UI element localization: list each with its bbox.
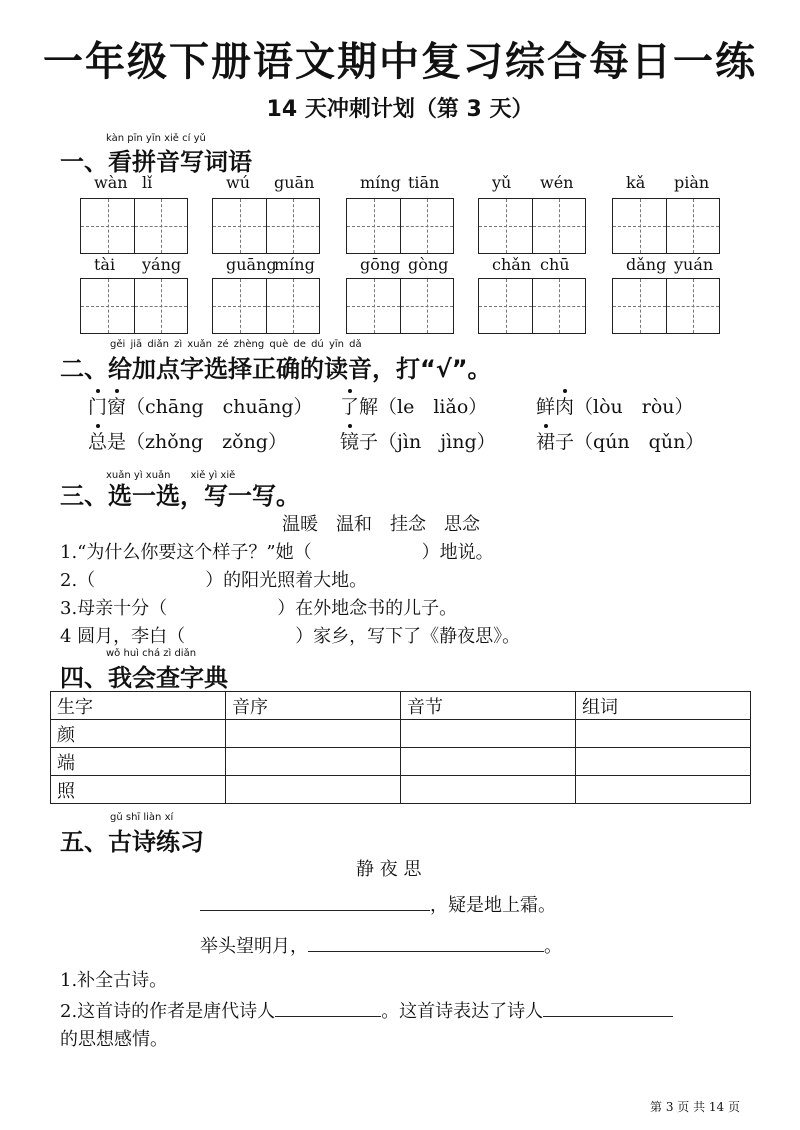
word-char-dotted: 窗 <box>107 392 126 419</box>
column-header: 生字 <box>51 692 226 720</box>
question-text: 4 圆月，李白（ <box>60 626 186 647</box>
answer-blank[interactable] <box>308 933 544 952</box>
section4-pinyin: wǒ huì chá zì diǎn <box>106 648 197 659</box>
writing-cell[interactable] <box>134 279 187 333</box>
writing-cell[interactable] <box>213 279 266 333</box>
writing-cell[interactable] <box>266 279 319 333</box>
answer-cell[interactable] <box>576 776 751 804</box>
question-text: ）在外地念书的儿子。 <box>277 598 458 619</box>
question-text: 3.母亲十分（ <box>60 598 168 619</box>
poem-text: ，疑是地上霜。 <box>430 895 556 916</box>
writing-cell[interactable] <box>666 199 719 253</box>
table-row <box>51 748 751 776</box>
writing-cell[interactable] <box>400 199 453 253</box>
table-row <box>51 776 751 804</box>
dictionary-table <box>50 691 751 804</box>
question-3-4 <box>60 622 520 648</box>
question-text: 2.（ <box>60 570 96 591</box>
pinyin-syllable: tiān <box>408 173 440 192</box>
answer-cell[interactable] <box>226 720 401 748</box>
pinyin-syllable: yǔ <box>492 173 512 192</box>
character-cell: 照 <box>51 776 226 804</box>
pinyin-syllable: chǎn <box>492 255 532 274</box>
pinyin-options: （le liǎo） <box>378 396 488 418</box>
section3-pinyin: xuǎn yì xuǎn xiě yì xiě <box>106 470 236 481</box>
word-char: 子 <box>359 431 379 453</box>
writing-cell[interactable] <box>532 199 585 253</box>
answer-cell[interactable] <box>576 720 751 748</box>
writing-cell[interactable] <box>613 279 666 333</box>
pinyin-syllable: wàn <box>94 173 128 192</box>
pinyin-syllable: míng <box>274 255 315 274</box>
word-char: 是 <box>107 431 127 453</box>
answer-cell[interactable] <box>226 776 401 804</box>
pinyin-options: （zhǒng zǒng） <box>126 431 287 453</box>
word-item-qunzi <box>536 427 704 454</box>
writing-cell[interactable] <box>479 279 532 333</box>
writing-cell[interactable] <box>347 279 400 333</box>
question-3-3 <box>60 594 457 620</box>
pinyin-syllable: míng <box>360 173 401 192</box>
answer-blank[interactable] <box>200 892 430 911</box>
pinyin-options: （jìn jìng） <box>378 431 496 453</box>
pinyin-syllable: kǎ <box>626 173 646 192</box>
writing-cell[interactable] <box>400 279 453 333</box>
section4-title: 四、我会查字典 <box>60 664 228 692</box>
column-header: 音序 <box>226 692 401 720</box>
writing-cell[interactable] <box>266 199 319 253</box>
answer-blank[interactable] <box>543 998 673 1017</box>
writing-cell[interactable] <box>213 199 266 253</box>
word-item-menchuang <box>88 392 312 419</box>
pinyin-options: （qún qǔn） <box>574 431 705 453</box>
writing-grid <box>80 198 188 254</box>
pinyin-syllable: wú <box>226 173 250 192</box>
writing-grid <box>478 278 586 334</box>
writing-cell[interactable] <box>81 199 134 253</box>
question-text: 1.“为什么你要这个样子？”她（ <box>60 542 312 563</box>
section1-pinyin: kàn pīn yīn xiě cí yǔ <box>106 133 206 144</box>
word-item-jingzi <box>340 427 496 454</box>
question-text: ）的阳光照着大地。 <box>205 570 368 591</box>
writing-grid <box>612 278 720 334</box>
word-char: 鲜 <box>536 396 556 418</box>
writing-grid <box>212 198 320 254</box>
page-title: 一年级下册语文期中复习综合每日一练 <box>43 39 757 85</box>
writing-cell[interactable] <box>479 199 532 253</box>
writing-grid <box>80 278 188 334</box>
writing-grid <box>346 198 454 254</box>
writing-cell[interactable] <box>81 279 134 333</box>
page-subtitle: 14 天冲刺计划（第 3 天） <box>266 97 534 122</box>
question-5-1: 1.补全古诗。 <box>60 970 168 991</box>
answer-cell[interactable] <box>401 720 576 748</box>
section5-title: 五、古诗练习 <box>60 828 204 856</box>
word-item-liaojie <box>340 392 487 419</box>
word-char: 解 <box>359 396 379 418</box>
question-text: 2.这首诗的作者是唐代诗人 <box>60 1001 276 1022</box>
pinyin-syllable: chū <box>540 255 570 274</box>
table-row <box>51 720 751 748</box>
word-char-dotted: 肉 <box>555 392 574 419</box>
writing-grid <box>346 278 454 334</box>
writing-cell[interactable] <box>666 279 719 333</box>
pinyin-syllable: yáng <box>142 255 182 274</box>
question-3-1 <box>60 538 494 564</box>
word-item-zongshi <box>88 427 287 454</box>
section2-title: 二、给加点字选择正确的读音，打“√”。 <box>60 355 492 383</box>
answer-blank[interactable] <box>275 998 381 1017</box>
word-item-xianrou <box>536 392 694 419</box>
question-text: 。这首诗表达了诗人 <box>381 1001 544 1022</box>
pinyin-syllable: guān <box>274 173 315 192</box>
writing-grid <box>212 278 320 334</box>
answer-cell[interactable] <box>401 776 576 804</box>
answer-cell[interactable] <box>401 748 576 776</box>
poem-text: 举头望明月， <box>200 936 308 957</box>
word-char-dotted: 总 <box>88 427 107 454</box>
pinyin-syllable: yuán <box>674 255 714 274</box>
section1-title: 一、看拼音写词语 <box>60 148 252 176</box>
question-3-2 <box>60 566 367 592</box>
column-header: 音节 <box>401 692 576 720</box>
question-5-2-cont: 的思想感情。 <box>60 1029 168 1050</box>
poem-line-1 <box>200 891 556 917</box>
pinyin-syllable: guāng <box>226 255 277 274</box>
character-cell: 颜 <box>51 720 226 748</box>
pinyin-syllable: piàn <box>674 173 710 192</box>
word-char-dotted: 了 <box>340 392 359 419</box>
pinyin-syllable: dǎng <box>626 255 667 274</box>
word-bank: 温暖 温和 挂念 思念 <box>282 514 480 535</box>
poem-line-2 <box>200 932 562 958</box>
pinyin-syllable: gōng <box>360 255 401 274</box>
writing-grid <box>612 198 720 254</box>
page-number: 第 3 页 共 14 页 <box>650 1100 740 1114</box>
word-char-dotted: 裙 <box>536 427 555 454</box>
table-header-row <box>51 692 751 720</box>
word-char: 子 <box>555 431 575 453</box>
poem-text: 。 <box>544 936 562 957</box>
pinyin-syllable: lǐ <box>142 173 153 192</box>
pinyin-options: （chāng chuāng） <box>126 396 313 418</box>
writing-cell[interactable] <box>134 199 187 253</box>
writing-grid <box>478 198 586 254</box>
word-char: 门 <box>88 392 107 419</box>
writing-cell[interactable] <box>613 199 666 253</box>
writing-cell[interactable] <box>532 279 585 333</box>
section5-pinyin: gǔ shī liàn xí <box>110 812 174 823</box>
question-5-2 <box>60 997 673 1023</box>
answer-cell[interactable] <box>226 748 401 776</box>
pinyin-options: （lòu ròu） <box>574 396 694 418</box>
word-char-dotted: 镜 <box>340 427 359 454</box>
answer-cell[interactable] <box>576 748 751 776</box>
pinyin-syllable: gòng <box>408 255 449 274</box>
poem-title: 静 夜 思 <box>356 859 422 880</box>
pinyin-syllable: wén <box>540 173 574 192</box>
writing-cell[interactable] <box>347 199 400 253</box>
section2-pinyin: gěi jiā diǎn zì xuǎn zé zhèng què de dú yīn dǎ <box>110 339 362 350</box>
question-text: ）家乡，写下了《静夜思》。 <box>295 626 521 647</box>
character-cell: 端 <box>51 748 226 776</box>
section3-title: 三、选一选，写一写。 <box>60 482 300 510</box>
pinyin-syllable: tài <box>94 255 116 274</box>
column-header: 组词 <box>576 692 751 720</box>
question-text: ）地说。 <box>421 542 494 563</box>
